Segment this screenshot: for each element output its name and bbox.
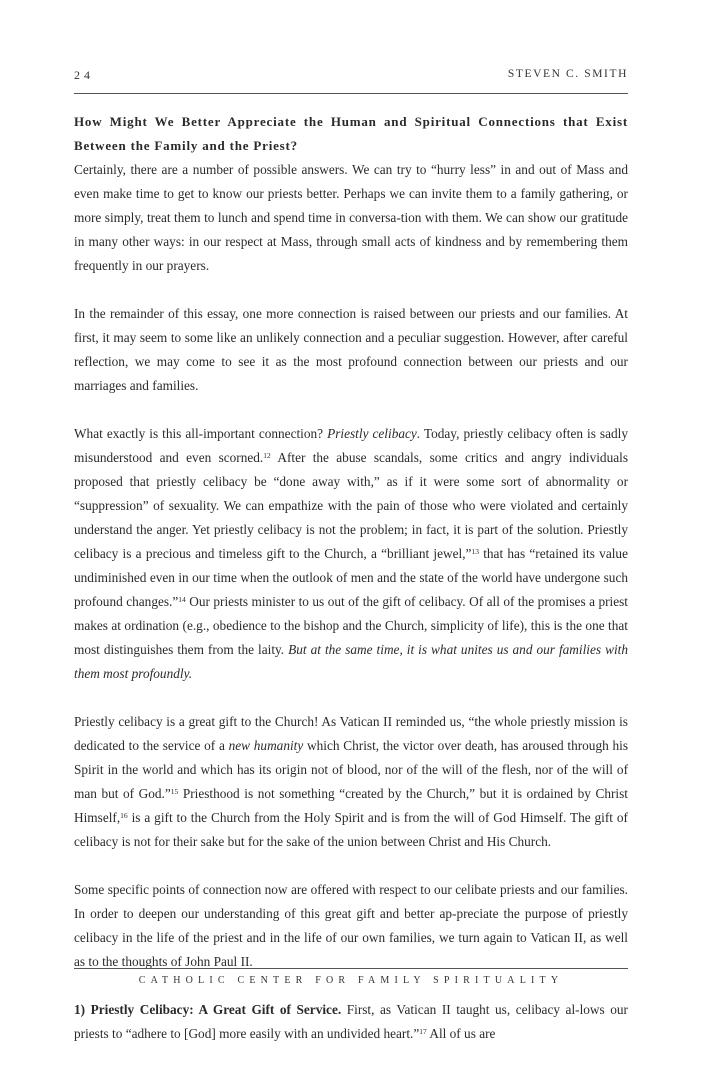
paragraph-5: Some specific points of connection now are offered with respect to our celibate priests and our families. In order to deepen our understanding of this great gift and better ap-preciate the purpose of priestly celibacy in the life of the priest and in the life of our own families, we turn again to Vatican II, as well as to the thoughts of John Paul II. <box>74 882 628 969</box>
footnote-ref-14: 14 <box>178 595 186 604</box>
running-header <box>74 68 628 90</box>
italic-run: Priestly celibacy <box>327 426 417 441</box>
paragraph-gap <box>74 854 628 878</box>
page-number: 24 <box>74 68 94 82</box>
paragraph-6 <box>74 998 628 1046</box>
subsection-title: 1) Priestly Celibacy: A Great Gift of Service. <box>74 1002 342 1017</box>
text-run: which Christ, the victor over death, has aroused through his Spirit in the world and which has its origin not of blood, nor of the will of the flesh, nor of the will of man but of God.” <box>74 738 628 801</box>
footnote-ref-17: 17 <box>419 1027 427 1036</box>
paragraph-1: Certainly, there are a number of possible answers. We can try to “hurry less” in and out of Mass and even make time to get to know our priests better. Perhaps we can invite them to a family gathering, or more simply, treat them to lunch and spend time in conversa-tion with them. We can show our gratitude in many other ways: in our respect at Mass, through small acts of kindness and by remembering them frequently in our prayers. <box>74 162 628 273</box>
page-body <box>74 110 628 1046</box>
text-run: First, as Vatican II taught us, celibacy al-lows our priests to “adhere to [God] more easily with an undivided heart.” <box>74 1002 628 1041</box>
text-run: Our priests minister to us out of the gift of celibacy. Of all of the promises a priest makes at ordination (e.g., obedience to the bishop and the Church, simplicity of life), this is the one that most distinguishes them from the laity. <box>74 594 628 657</box>
paragraph-4 <box>74 710 628 854</box>
footnote-ref-13: 13 <box>471 547 479 556</box>
italic-run: But at the same time, it is what unites us and our families with them most profoundly. <box>74 642 628 681</box>
text-run: After the abuse scandals, some critics and angry individuals proposed that priestly celibacy be “done away with,” as if it were some sort of abnormality or “suppression” of sexuality. We can empathize with the pain of those who were violated and certainly understand the anger. Yet priestly celibacy is not the problem; in fact, it is part of the solution. Priestly celibacy is a precious and timeless gift to the Church, a “brilliant jewel,” <box>74 450 628 561</box>
footnote-ref-16: 16 <box>120 811 128 820</box>
header-rule <box>74 93 628 94</box>
text-run: is a gift to the Church from the Holy Spirit and is from the will of God Himself. The gift of celibacy is not for their sake but for the sake of the union between Christ and His Church. <box>74 810 628 849</box>
text-run: Priestly celibacy is a great gift to the Church! As Vatican II reminded us, “the whole priestly mission is dedicated to the service of a <box>74 714 628 753</box>
running-footer: CATHOLIC CENTER FOR FAMILY SPIRITUALITY <box>138 975 564 986</box>
paragraph-2: In the remainder of this essay, one more connection is raised between our priests and our families. At first, it may seem to some like an unlikely connection and a peculiar suggestion. However, after careful reflection, we may come to see it as the most profound connection between our priests and our marriages and families. <box>74 306 628 393</box>
paragraph-3 <box>74 422 628 686</box>
text-run: All of us are <box>426 1026 496 1041</box>
italic-run: new humanity <box>228 738 304 753</box>
text-run: Priesthood is not something “created by the Church,” but it is ordained by Christ Himself, <box>74 786 628 825</box>
text-run: What exactly is this all-important connection? <box>74 426 328 441</box>
paragraph-gap <box>74 686 628 710</box>
footnote-ref-15: 15 <box>170 787 179 796</box>
paragraph-gap <box>74 278 628 302</box>
text-run: . Today, priestly celibacy often is sadly misunderstood and even scorned. <box>74 426 628 465</box>
text-run: that has “retained its value undiminished even in our time when the outlook of men and the state of the world have undergone such profound changes.” <box>74 546 628 609</box>
footer-rule <box>74 968 628 969</box>
running-head-author: STEVEN C. SMITH <box>507 68 628 80</box>
paragraph-gap <box>74 398 628 422</box>
section-heading: How Might We Better Appreciate the Human and Spiritual Connections that Exist Between the Family and the Priest? <box>74 114 628 153</box>
footnote-ref-12: 12 <box>263 451 271 460</box>
